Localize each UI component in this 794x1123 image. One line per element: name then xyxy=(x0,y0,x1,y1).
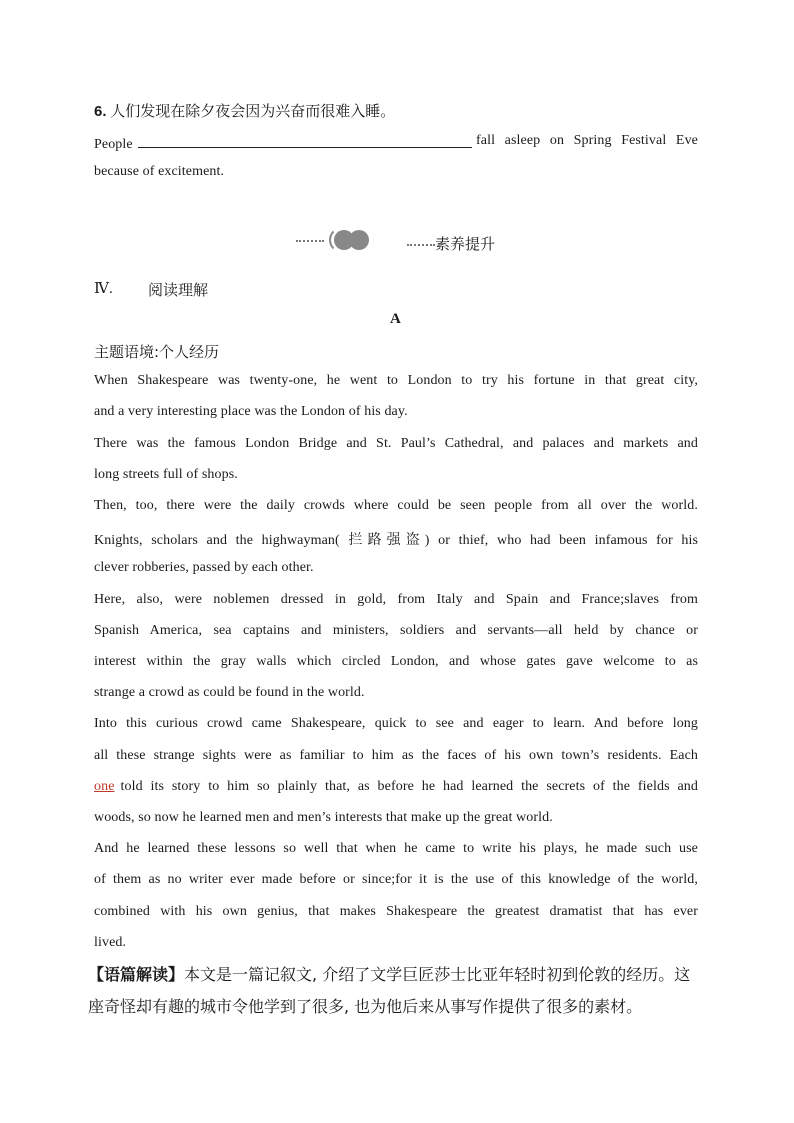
passage-line: long streets full of shops. xyxy=(94,467,238,482)
passage-line: lived. xyxy=(94,935,127,950)
passage-line: And he learned these lessons so well that when he came to write his plays, he made such use xyxy=(94,841,698,856)
part-roman: Ⅳ. xyxy=(94,281,113,297)
passage-line: Then, too, there were the daily crowds where could be seen people from all over the world. xyxy=(94,498,698,513)
passage-line: all these strange sights were as familiar to him as the faces of his own town’s residents. Each xyxy=(94,748,698,763)
passage-line: There was the famous London Bridge and St. Paul’s Cathedral, and palaces and markets and xyxy=(94,436,698,451)
analysis-line-2: 座奇怪却有趣的城市令他学到了很多, 也为他后来从事写作提供了很多的素材。 xyxy=(88,997,643,1016)
answer-blank[interactable] xyxy=(138,133,472,148)
part-title: 阅读理解 xyxy=(148,281,209,299)
part-heading xyxy=(94,279,113,298)
question-number: 6 xyxy=(94,103,103,120)
analysis-text: 本文是一篇记叙文, 介绍了文学巨匠莎士比亚年轻时初到伦敦的经历。这 xyxy=(184,965,691,984)
question-6-line1 xyxy=(94,133,698,153)
passage-line: Spanish America, sea captains and ministers, soldiers and servants—all held by chance or xyxy=(94,623,698,638)
section-banner xyxy=(296,232,324,249)
passage-line: strange a crowd as could be found in the world. xyxy=(94,685,365,700)
passage-line: When Shakespeare was twenty-one, he went to London to try his fortune in that great city, xyxy=(94,373,698,388)
question-prompt-cn: 人们发现在除夕夜会因为兴奋而很难入睡。 xyxy=(110,102,396,120)
dotted-divider-left xyxy=(296,240,324,242)
passage-line: and a very interesting place was the London of his day. xyxy=(94,404,408,419)
passage-line: combined with his own genius, that makes Shakespeare the greatest dramatist that has ever xyxy=(94,904,698,919)
question-6-line2: because of excitement. xyxy=(94,164,225,179)
passage-line: of them as no writer ever made before or since;for it is the use of this knowledge of the world, xyxy=(94,872,698,887)
line-end: fall asleep on Spring Festival Eve xyxy=(476,133,698,148)
question-6-prompt: 6. 人们发现在除夕夜会因为兴奋而很难入睡。 xyxy=(94,102,396,120)
passage-letter: A xyxy=(390,311,401,327)
line-start: People xyxy=(94,137,133,152)
passage-line: Knights, scholars and the highwayman( 拦路强盗) or thief, who had been infamous for his xyxy=(94,533,698,548)
dotted-divider-right xyxy=(407,244,435,246)
passage-line: interest within the gray walls which circled London, and whose gates gave welcome to as xyxy=(94,654,698,669)
banner-circles-icon xyxy=(331,228,375,252)
passage-theme: 主题语境:个人经历 xyxy=(94,343,220,361)
passage-line: clever robberies, passed by each other. xyxy=(94,560,314,575)
passage-line-with-highlight xyxy=(94,779,698,795)
analysis-line-1 xyxy=(88,962,690,985)
passage-line: Into this curious crowd came Shakespeare, quick to see and eager to learn. And before long xyxy=(94,716,698,731)
analysis-tag: 【语篇解读】 xyxy=(88,965,185,984)
passage-line: told its story to him so plainly that, as before he had learned the secrets of the fields and xyxy=(120,779,698,794)
highlighted-word: one xyxy=(94,779,115,794)
banner-label: 素养提升 xyxy=(435,235,496,253)
passage-line: woods, so now he learned men and men’s interests that make up the great world. xyxy=(94,810,553,825)
passage-line: Here, also, were noblemen dressed in gold, from Italy and Spain and France;slaves from xyxy=(94,592,698,607)
banner-label-wrap xyxy=(407,233,495,254)
